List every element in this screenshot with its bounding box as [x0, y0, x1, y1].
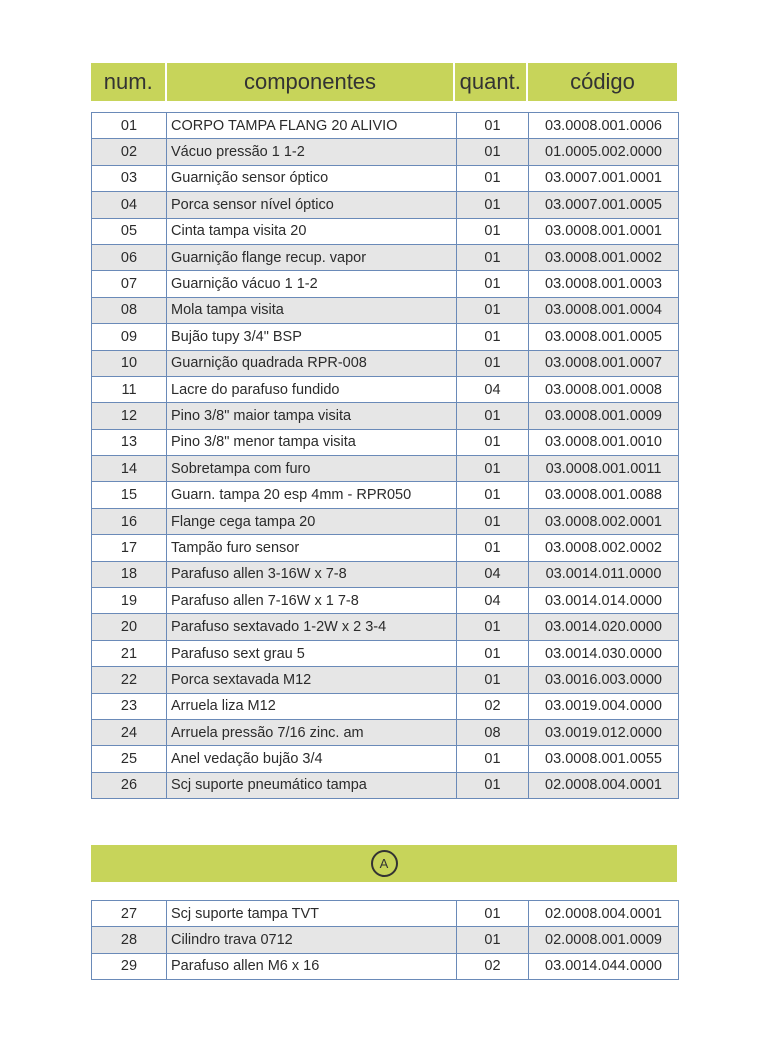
cell-code: 03.0014.044.0000 — [529, 953, 679, 979]
cell-code: 03.0008.001.0001 — [529, 218, 679, 244]
cell-num: 21 — [92, 640, 167, 666]
cell-quantity: 01 — [457, 192, 529, 218]
cell-quantity: 04 — [457, 561, 529, 587]
header-quant: quant. — [455, 63, 527, 101]
cell-num: 09 — [92, 324, 167, 350]
table-row — [92, 901, 679, 927]
cell-quantity: 01 — [457, 508, 529, 534]
cell-num: 19 — [92, 588, 167, 614]
table-row — [92, 192, 679, 218]
table-row — [92, 324, 679, 350]
cell-component: Arruela liza M12 — [167, 693, 457, 719]
cell-component: Bujão tupy 3/4" BSP — [167, 324, 457, 350]
cell-code: 03.0008.001.0004 — [529, 297, 679, 323]
header-codigo: código — [528, 63, 677, 101]
cell-code: 03.0014.014.0000 — [529, 588, 679, 614]
table-row — [92, 640, 679, 666]
cell-quantity: 01 — [457, 324, 529, 350]
cell-code: 02.0008.004.0001 — [529, 772, 679, 798]
parts-table-main — [91, 112, 679, 799]
cell-num: 25 — [92, 746, 167, 772]
table-row — [92, 561, 679, 587]
cell-quantity: 01 — [457, 746, 529, 772]
cell-component: Parafuso allen 3-16W x 7-8 — [167, 561, 457, 587]
cell-component: Porca sextavada M12 — [167, 667, 457, 693]
table-header — [91, 63, 677, 101]
cell-code: 03.0019.012.0000 — [529, 719, 679, 745]
cell-component: Arruela pressão 7/16 zinc. am — [167, 719, 457, 745]
cell-code: 03.0008.002.0002 — [529, 535, 679, 561]
cell-quantity: 01 — [457, 772, 529, 798]
table-row — [92, 693, 679, 719]
cell-quantity: 01 — [457, 901, 529, 927]
cell-code: 03.0007.001.0005 — [529, 192, 679, 218]
table-row — [92, 456, 679, 482]
cell-component: Pino 3/8" menor tampa visita — [167, 429, 457, 455]
table-row — [92, 403, 679, 429]
cell-code: 03.0008.001.0007 — [529, 350, 679, 376]
section-divider — [91, 845, 677, 882]
table-row — [92, 165, 679, 191]
cell-component: Parafuso sext grau 5 — [167, 640, 457, 666]
cell-quantity: 08 — [457, 719, 529, 745]
cell-code: 03.0008.001.0002 — [529, 244, 679, 270]
table-row — [92, 429, 679, 455]
cell-code: 03.0016.003.0000 — [529, 667, 679, 693]
cell-num: 10 — [92, 350, 167, 376]
table-row — [92, 953, 679, 979]
cell-quantity: 04 — [457, 376, 529, 402]
table-row — [92, 297, 679, 323]
cell-component: Guarn. tampa 20 esp 4mm - RPR050 — [167, 482, 457, 508]
section-marker: A — [371, 850, 398, 877]
cell-num: 20 — [92, 614, 167, 640]
table-row — [92, 508, 679, 534]
cell-num: 15 — [92, 482, 167, 508]
cell-component: Vácuo pressão 1 1-2 — [167, 139, 457, 165]
cell-num: 23 — [92, 693, 167, 719]
cell-quantity: 01 — [457, 456, 529, 482]
cell-quantity: 01 — [457, 139, 529, 165]
table-row — [92, 667, 679, 693]
cell-code: 03.0019.004.0000 — [529, 693, 679, 719]
cell-component: Pino 3/8" maior tampa visita — [167, 403, 457, 429]
cell-num: 04 — [92, 192, 167, 218]
cell-num: 08 — [92, 297, 167, 323]
cell-code: 03.0008.001.0005 — [529, 324, 679, 350]
cell-component: Guarnição vácuo 1 1-2 — [167, 271, 457, 297]
table-row — [92, 772, 679, 798]
cell-quantity: 02 — [457, 953, 529, 979]
cell-num: 18 — [92, 561, 167, 587]
cell-quantity: 01 — [457, 482, 529, 508]
cell-component: Guarnição quadrada RPR-008 — [167, 350, 457, 376]
cell-num: 22 — [92, 667, 167, 693]
cell-component: Parafuso allen 7-16W x 1 7-8 — [167, 588, 457, 614]
table-row — [92, 746, 679, 772]
cell-num: 24 — [92, 719, 167, 745]
cell-code: 03.0008.001.0006 — [529, 113, 679, 139]
cell-code: 03.0008.001.0009 — [529, 403, 679, 429]
cell-component: Scj suporte tampa TVT — [167, 901, 457, 927]
cell-quantity: 01 — [457, 350, 529, 376]
cell-component: Flange cega tampa 20 — [167, 508, 457, 534]
cell-component: Scj suporte pneumático tampa — [167, 772, 457, 798]
cell-component: Parafuso allen M6 x 16 — [167, 953, 457, 979]
cell-component: Sobretampa com furo — [167, 456, 457, 482]
cell-quantity: 01 — [457, 113, 529, 139]
cell-code: 03.0008.001.0010 — [529, 429, 679, 455]
cell-num: 17 — [92, 535, 167, 561]
cell-quantity: 01 — [457, 927, 529, 953]
cell-code: 02.0008.001.0009 — [529, 927, 679, 953]
cell-quantity: 01 — [457, 165, 529, 191]
cell-component: Tampão furo sensor — [167, 535, 457, 561]
cell-code: 03.0014.030.0000 — [529, 640, 679, 666]
cell-num: 11 — [92, 376, 167, 402]
cell-component: Cinta tampa visita 20 — [167, 218, 457, 244]
cell-quantity: 01 — [457, 614, 529, 640]
cell-component: Cilindro trava 0712 — [167, 927, 457, 953]
cell-num: 28 — [92, 927, 167, 953]
parts-table-section-a — [91, 900, 679, 980]
table-row — [92, 588, 679, 614]
table-row — [92, 113, 679, 139]
cell-num: 13 — [92, 429, 167, 455]
cell-num: 01 — [92, 113, 167, 139]
header-num: num. — [91, 63, 165, 101]
cell-code: 03.0008.001.0003 — [529, 271, 679, 297]
cell-code: 03.0014.011.0000 — [529, 561, 679, 587]
header-componentes: componentes — [167, 63, 452, 101]
table-row — [92, 139, 679, 165]
cell-code: 03.0008.001.0055 — [529, 746, 679, 772]
cell-num: 14 — [92, 456, 167, 482]
cell-component: Anel vedação bujão 3/4 — [167, 746, 457, 772]
cell-num: 12 — [92, 403, 167, 429]
cell-quantity: 01 — [457, 640, 529, 666]
cell-quantity: 01 — [457, 429, 529, 455]
cell-quantity: 01 — [457, 218, 529, 244]
table-row — [92, 376, 679, 402]
cell-quantity: 01 — [457, 244, 529, 270]
cell-code: 03.0008.001.0088 — [529, 482, 679, 508]
cell-num: 16 — [92, 508, 167, 534]
cell-component: Parafuso sextavado 1-2W x 2 3-4 — [167, 614, 457, 640]
cell-code: 02.0008.004.0001 — [529, 901, 679, 927]
cell-quantity: 02 — [457, 693, 529, 719]
cell-code: 03.0008.001.0008 — [529, 376, 679, 402]
cell-num: 06 — [92, 244, 167, 270]
cell-component: Lacre do parafuso fundido — [167, 376, 457, 402]
table-row — [92, 218, 679, 244]
cell-component: Porca sensor nível óptico — [167, 192, 457, 218]
cell-code: 03.0014.020.0000 — [529, 614, 679, 640]
table-row — [92, 927, 679, 953]
cell-num: 07 — [92, 271, 167, 297]
cell-code: 01.0005.002.0000 — [529, 139, 679, 165]
cell-quantity: 01 — [457, 297, 529, 323]
cell-code: 03.0008.001.0011 — [529, 456, 679, 482]
cell-num: 29 — [92, 953, 167, 979]
table-row — [92, 535, 679, 561]
cell-num: 26 — [92, 772, 167, 798]
cell-quantity: 04 — [457, 588, 529, 614]
table-row — [92, 614, 679, 640]
table-row — [92, 719, 679, 745]
cell-num: 03 — [92, 165, 167, 191]
table-row — [92, 482, 679, 508]
cell-component: Guarnição flange recup. vapor — [167, 244, 457, 270]
cell-component: Mola tampa visita — [167, 297, 457, 323]
cell-quantity: 01 — [457, 667, 529, 693]
table-row — [92, 350, 679, 376]
cell-quantity: 01 — [457, 535, 529, 561]
cell-num: 02 — [92, 139, 167, 165]
cell-component: CORPO TAMPA FLANG 20 ALIVIO — [167, 113, 457, 139]
cell-num: 05 — [92, 218, 167, 244]
cell-code: 03.0008.002.0001 — [529, 508, 679, 534]
cell-component: Guarnição sensor óptico — [167, 165, 457, 191]
cell-code: 03.0007.001.0001 — [529, 165, 679, 191]
table-row — [92, 244, 679, 270]
cell-quantity: 01 — [457, 271, 529, 297]
table-row — [92, 271, 679, 297]
cell-quantity: 01 — [457, 403, 529, 429]
cell-num: 27 — [92, 901, 167, 927]
